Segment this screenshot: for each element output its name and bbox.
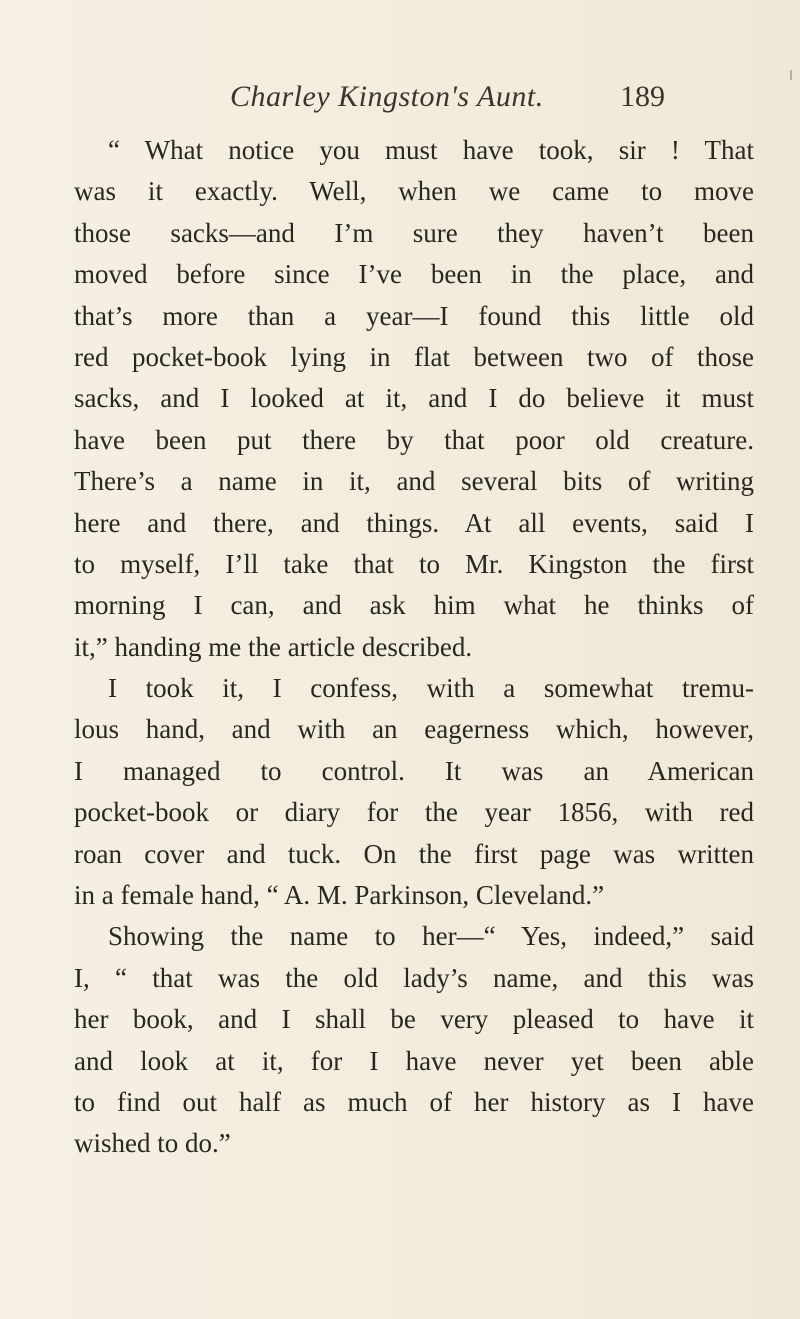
text-line-10: here and there, and things. At all events, said I — [74, 507, 754, 538]
body-text — [74, 130, 754, 1165]
text-line-20: Showing the name to her—“ Yes, indeed,” said — [108, 921, 754, 952]
text-line-1: “ What notice you must have took, sir ! That — [108, 135, 754, 165]
text-line-17: pocket-book or diary for the year 1856, with red — [74, 797, 754, 828]
text-line-15: lous hand, and with an eagerness which, however, — [74, 714, 754, 745]
text-line-12: morning I can, and ask him what he thinks of — [74, 590, 754, 621]
text-line-19: in a female hand, “ A. M. Parkinson, Cleveland.” — [74, 880, 605, 911]
text-line-22: her book, and I shall be very pleased to have it — [74, 1004, 754, 1035]
text-line-23: and look at it, for I have never yet been able — [74, 1045, 754, 1076]
text-line-6: red pocket-book lying in flat between two of those — [74, 341, 754, 372]
text-line-5: that’s more than a year—I found this little old — [74, 300, 754, 331]
text-line-18: roan cover and tuck. On the first page was written — [74, 838, 754, 869]
text-line-16: I managed to control. It was an American — [74, 755, 754, 786]
text-line-11: to myself, I’ll take that to Mr. Kingston the first — [74, 548, 754, 579]
page-number: 189 — [620, 80, 665, 113]
running-head — [0, 80, 800, 124]
text-line-24: to find out half as much of her history as I have — [74, 1086, 754, 1117]
text-line-8: have been put there by that poor old creature. — [74, 424, 754, 455]
text-line-2: was it exactly. Well, when we came to move — [74, 176, 754, 207]
text-line-13: it,” handing me the article described. — [74, 631, 473, 662]
text-line-3: those sacks—and I’m sure they haven’t been — [74, 217, 754, 248]
text-line-7: sacks, and I looked at it, and I do believe it must — [74, 383, 754, 414]
page-edge-mark — [790, 70, 792, 80]
text-line-25: wished to do.” — [74, 1128, 231, 1159]
text-line-14: I took it, I confess, with a somewhat tremu- — [108, 673, 754, 704]
text-line-9: There’s a name in it, and several bits of writing — [74, 466, 754, 497]
text-line-4: moved before since I’ve been in the place, and — [74, 259, 754, 290]
text-line-21: I, “ that was the old lady’s name, and this was — [74, 962, 754, 993]
running-title: Charley Kingston's Aunt. — [230, 80, 544, 113]
